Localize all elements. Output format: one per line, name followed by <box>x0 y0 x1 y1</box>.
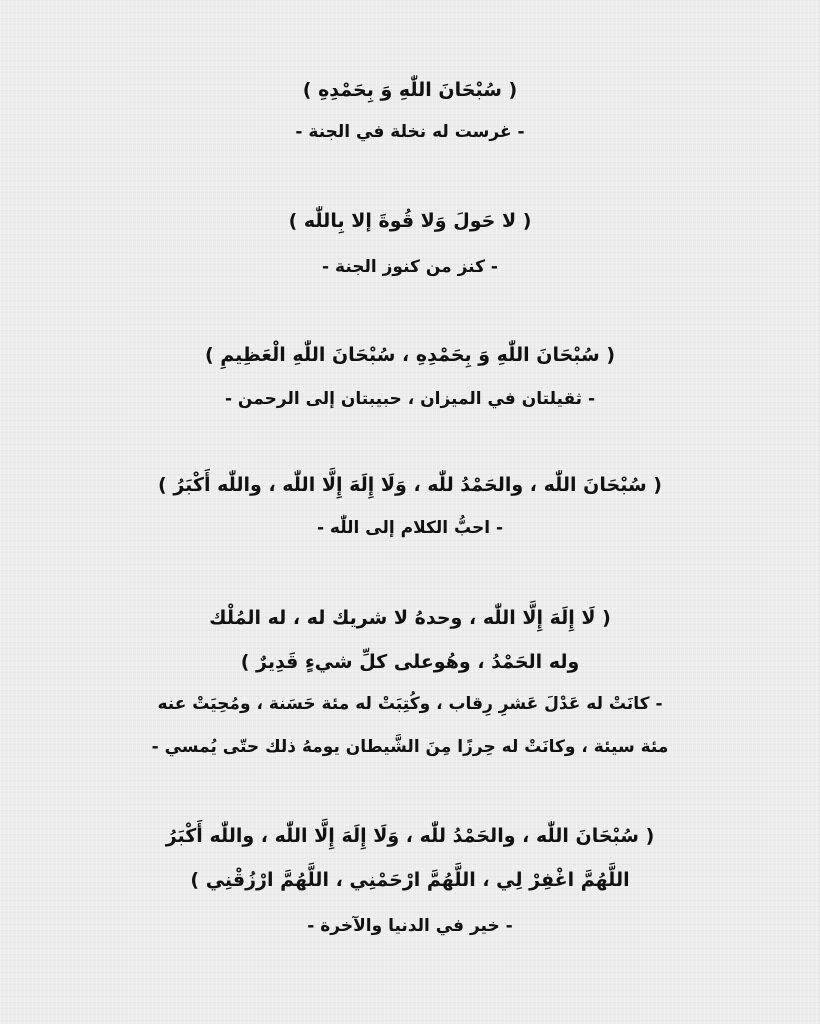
dhikr-subhanallah-al-azim: ( سُبْحَانَ اللّٰهِ وَ بِحَمْدِهِ ، سُبْحَانَ اللّٰهِ الْعَظِيمِ ) <box>204 344 616 366</box>
virtue-treasure-of-jannah: - كنز من كنوز الجنة - <box>322 257 498 277</box>
virtue-good-in-dunya-akhira: - خير في الدنيا والآخرة - <box>307 916 513 936</box>
virtue-heavy-on-scale: - ثقيلتان في الميزان ، حبيبتان إلى الرحمن - <box>224 389 596 409</box>
virtue-most-beloved-speech: - احبُّ الكلام إلى اللّٰه - <box>316 518 504 538</box>
dhikr-la-hawla: ( لا حَولَ وَلا قُوةَ إلا بِاللّٰه ) <box>288 210 532 232</box>
dhikr-tahlil-line-1: ( لَا إِلَهَ إِلَّا اللّٰه ، وحدهُ لا شريك له ، له المُلْك <box>209 607 611 629</box>
dhikr-tahlil-line-2: وله الحَمْدُ ، وهُوعلى كلِّ شيءٍ قَدِيرٌ ) <box>240 651 580 673</box>
dhikr-subhanallah-wa-bihamdihi: ( سُبْحَانَ اللّٰهِ وَ بِحَمْدِهِ ) <box>302 79 518 101</box>
dhikr-four-words-dua-line-2: اللَّهُمَّ اغْفِرْ لِي ، اللَّهُمَّ ارْحَمْنِي ، اللَّهُمَّ ارْزُقْنِي ) <box>190 869 630 891</box>
virtue-tahlil-line-2: مئة سيئة ، وكانَتْ له حِرزًا مِنَ الشَّيطان يومهُ ذلك حتّى يُمسي - <box>151 737 669 757</box>
virtue-tahlil-line-1: - كانَتْ له عَدْلَ عَشرِ رِقاب ، وكُتِبَتْ له مئة حَسَنة ، ومُحِيَتْ عنه <box>157 694 663 714</box>
virtue-palm-tree-in-jannah: - غرست له نخلة في الجنة - <box>295 122 525 142</box>
dhikr-four-words-dua-line-1: ( سُبْحَانَ اللّٰه ، والحَمْدُ للّٰه ، وَلَا إِلَهَ إِلَّا اللّٰه ، واللّٰه أَكْبَرُ <box>165 825 655 847</box>
dhikr-four-words: ( سُبْحَانَ اللّٰه ، والحَمْدُ للّٰه ، وَلَا إِلَهَ إِلَّا اللّٰه ، واللّٰه أَكْبَرُ ) <box>158 474 662 496</box>
